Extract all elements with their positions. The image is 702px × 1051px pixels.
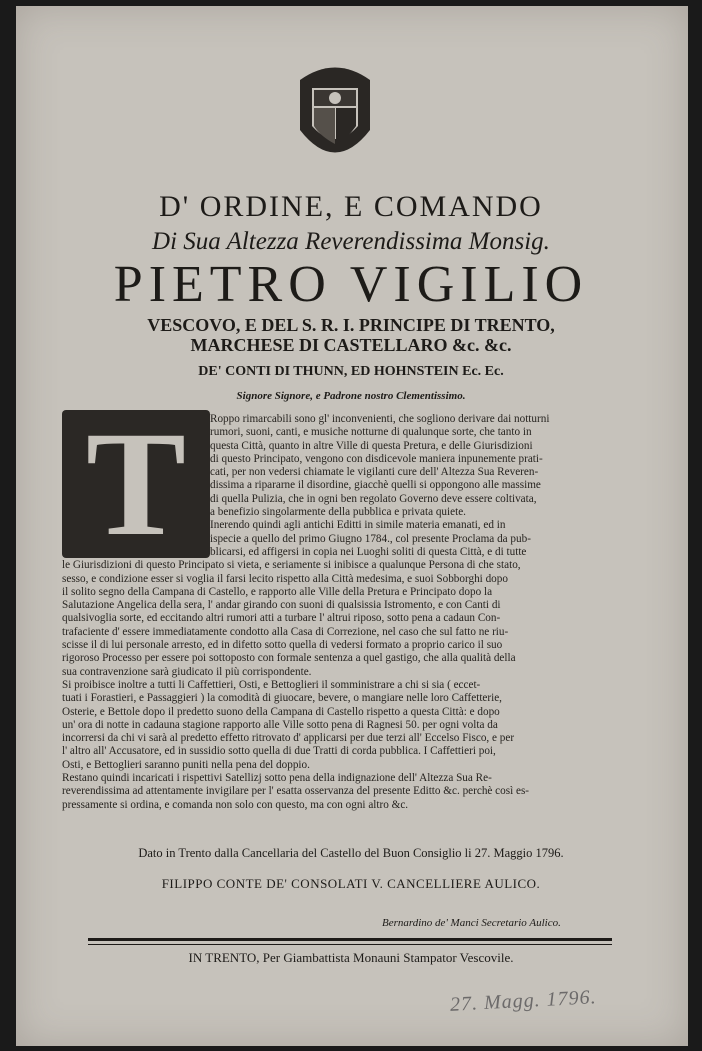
body-line: Osterie, e Bettole dopo il predetto suono della Campana di Castello rispetto a questa Città: e dopo <box>62 705 500 718</box>
body-line: Osti, e Bettoglieri saranno puniti nella pena del doppio. <box>62 758 310 771</box>
body-line: reverendissima ad attentamente invigilare per l' esatta osservanza del presente Editto &c. perchè così es- <box>62 785 530 798</box>
edict-subheading: Di Sua Altezza Reverendissima Monsig. <box>152 228 550 255</box>
body-line: ispecie a quello del primo Giugno 1784., col presente Proclama da pub- <box>210 532 531 545</box>
body-line: incorrersi da chi vi sarà al predetto effetto ritrovato d' applicarsi per due terzi all' Eccelso Fisco, e per <box>62 732 515 745</box>
body-line: Roppo rimarcabili sono gl' inconvenienti, che sogliono derivare dai notturni <box>210 413 550 425</box>
title-line: VESCOVO, E DEL S. R. I. PRINCIPE DI TRENTO, <box>147 315 555 335</box>
edict-heading: D' ORDINE, E COMANDO <box>159 190 543 223</box>
body-line: sesso, e condizione esser si voglia il farsi lecito rispetto alla Città medesima, e suoi Sobborghi dopo <box>62 572 508 585</box>
body-line: il solito segno della Campana di Castello, e rapporto alle Ville della Pretura e Principato dopo la <box>62 585 493 598</box>
body-line: Si proibisce inoltre a tutti li Caffettieri, Osti, e Bettoglieri il somministrare a chi si sia ( eccet- <box>62 678 481 691</box>
body-line: di questo Principato, vengono con disdicevole maniera inpunemente prati- <box>210 452 543 465</box>
body-line: le Giurisdizioni di questo Principato si vieta, e seriamente si inibisce a qualunque Persona di che stato, <box>62 559 521 572</box>
body-line: rumori, suoni, canti, e musiche notturne di qualunque sorte, che tanto in <box>210 426 532 439</box>
secretary-line: Bernardino de' Manci Secretario Aulico. <box>382 917 561 929</box>
bishop-name: PIETRO VIGILIO <box>113 256 589 313</box>
salutation: Signore Signore, e Padrone nostro Clementissimo. <box>236 390 466 402</box>
body-line: scisse il di lui personale arresto, ed in difetto sotto quella di vedersi formato a proprio carico il suo <box>62 639 503 652</box>
body-line: blicarsi, ed affigersi in copia nei Luoghi soliti di questa Città, e di tutte <box>210 545 527 558</box>
body-line: un' ora di notte in cadauna stagione rapporto alle Ville sotto pena di Ragnesi 50. per ogni volta da <box>62 718 498 731</box>
body-line: qualsivoglia sorte, ed eccitando altri rumori atti a turbare l' altrui riposo, sotto pena a cadaun Con- <box>62 612 501 625</box>
date-line: Dato in Trento dalla Cancellaria del Castello del Buon Consiglio li 27. Maggio 1796. <box>138 846 564 860</box>
body-line: rigoroso Processo per essere poi sottoposto con formale sentenza a quel gastigo, che alla qualità della <box>62 652 516 665</box>
body-line: dissima a ripararne il disordine, giacchè quelli si oppongono alle massime <box>210 479 541 492</box>
body-line: trafaciente d' essere immediatamente condotto alla Casa di Correzione, nel caso che sul fatto ne riu- <box>62 625 509 638</box>
family-line: DE' CONTI DI THUNN, ED HOHNSTEIN Ec. Ec. <box>198 364 504 379</box>
signer-line: FILIPPO CONTE DE' CONSOLATI V. CANCELLIERE AULICO. <box>161 876 541 891</box>
body-line: di quella Pulizia, che in ogni ben regolato Governo deve essere coltivata, <box>210 492 537 505</box>
body-line: Inerendo quindi agli antichi Editti in simile materia emanati, ed in <box>210 519 506 532</box>
body-line: cati, per non vedersi chiamate le vigilanti cure dell' Altezza Sua Reveren- <box>210 466 539 479</box>
title-line: MARCHESE DI CASTELLARO &c. &c. <box>190 335 512 355</box>
body-line: l' altro all' Accusatore, ed in sussidio sotto quella di due Tratti di corda pubblica. I Caffettieri poi, <box>62 745 496 758</box>
divider <box>88 938 612 941</box>
initial-letter: T <box>85 401 187 567</box>
body-line: pressamente si ordina, e comanda non solo con questo, ma con ogni altro &c. <box>62 798 409 811</box>
body-line: sua contravenzione sarà giudicato il più corrispondente. <box>62 665 312 678</box>
printer-imprint: IN TRENTO, Per Giambattista Monauni Stampator Vescovile. <box>188 950 514 965</box>
divider <box>88 944 612 945</box>
body-line: Salutazione Angelica della sera, l' andar girando con suoni di qualsissia Istromento, e con Canti di <box>62 599 501 612</box>
body-line: a benefizio singolarmente della pubblica e privata quiete. <box>210 506 466 519</box>
edict-body <box>62 413 630 812</box>
handwritten-date: 27. Magg. 1796. <box>449 986 598 1016</box>
body-line: tuati i Forastieri, e Passaggieri ) la comodità di giuocare, bevere, o mangiare nelle loro Caffetterie, <box>62 692 502 705</box>
coat-of-arms-icon <box>290 60 380 170</box>
body-line: Restano quindi incaricati i rispettivi Satellizj sotto pena della indignazione dell' Altezza Sua Re- <box>62 772 492 785</box>
bishop-titles <box>0 315 702 355</box>
body-line: questa Città, quanto in altre Ville di questa Pretura, e delle Giurisdizioni <box>210 439 533 452</box>
